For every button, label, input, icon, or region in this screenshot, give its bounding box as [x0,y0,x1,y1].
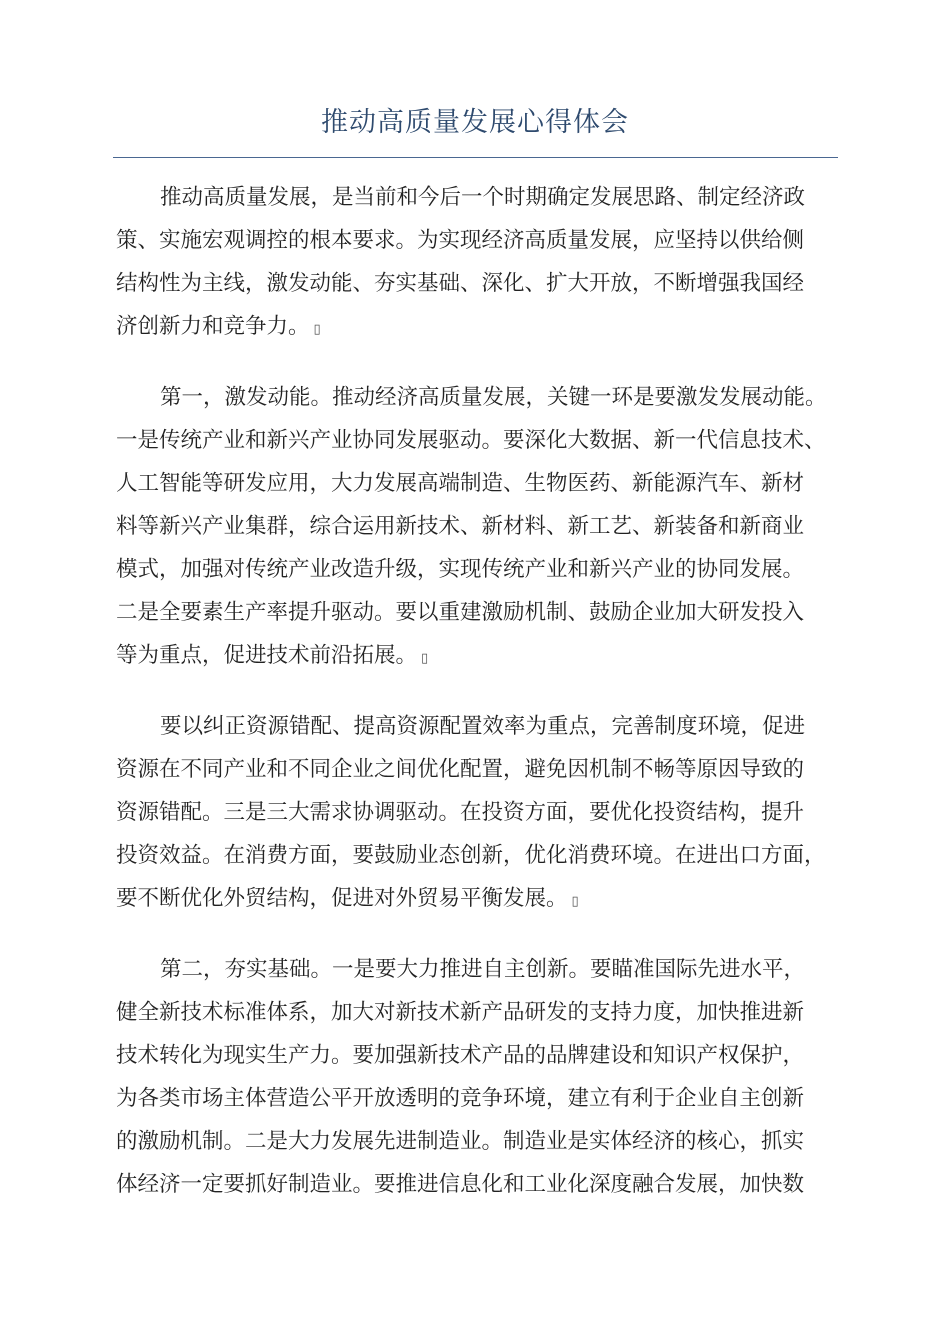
text-line: 济创新力和竞争力。 [116,314,310,339]
text-line: 第二，夯实基础。一是要大力推进自主创新。要瞄准国际先进水平， [160,957,806,982]
text-line: 技术转化为现实生产力。要加强新技术产品的品牌建设和知识产权保护， [116,1043,805,1068]
text-line: 第一，激发动能。推动经济高质量发展，关键一环是要激发发展动能。 [160,385,827,410]
paragraph [116,376,851,680]
text-line: 资源错配。三是三大需求协调驱动。在投资方面，要优化投资结构，提升 [116,800,805,825]
page-title: 推动高质量发展心得体会 [321,107,629,138]
paragraph [116,705,851,923]
text-line: 投资效益。在消费方面，要鼓励业态创新，优化消费环境。在进出口方面， [116,843,826,868]
text-line: 资源在不同产业和不同企业之间优化配置，避免因机制不畅等原因导致的 [116,757,805,782]
paragraph-mark-icon: ▯ [571,894,579,909]
text-line: 模式，加强对传统产业改造升级，实现传统产业和新兴产业的协同发展。 [116,557,805,582]
title-divider [113,157,838,158]
text-line: 的激励机制。二是大力发展先进制造业。制造业是实体经济的核心，抓实 [116,1129,805,1154]
text-line: 为各类市场主体营造公平开放透明的竞争环境，建立有利于企业自主创新 [116,1086,805,1111]
paragraph [116,948,851,1206]
paragraph-mark-icon: ▯ [313,322,321,337]
text-line: 要以纠正资源错配、提高资源配置效率为重点，完善制度环境，促进 [160,714,806,739]
text-line: 结构性为主线，激发动能、夯实基础、深化、扩大开放，不断增强我国经 [116,271,805,296]
text-line: 等为重点，促进技术前沿拓展。 [116,643,418,668]
text-line: 要不断优化外贸结构，促进对外贸易平衡发展。 [116,886,568,911]
text-line: 体经济一定要抓好制造业。要推进信息化和工业化深度融合发展，加快数 [116,1172,805,1197]
paragraph-mark-icon: ▯ [421,651,429,666]
text-line: 料等新兴产业集群，综合运用新技术、新材料、新工艺、新装备和新商业 [116,514,805,539]
text-line: 二是全要素生产率提升驱动。要以重建激励机制、鼓励企业加大研发投入 [116,600,805,625]
text-line: 健全新技术标准体系，加大对新技术新产品研发的支持力度，加快推进新 [116,1000,805,1025]
paragraph [116,176,851,351]
text-line: 人工智能等研发应用，大力发展高端制造、生物医药、新能源汽车、新材 [116,471,805,496]
text-line: 策、实施宏观调控的根本要求。为实现经济高质量发展，应坚持以供给侧 [116,228,805,253]
document-body [116,176,851,1231]
text-line: 推动高质量发展，是当前和今后一个时期确定发展思路、制定经济政 [160,185,806,210]
text-line: 一是传统产业和新兴产业协同发展驱动。要深化大数据、新一代信息技术、 [116,428,826,453]
